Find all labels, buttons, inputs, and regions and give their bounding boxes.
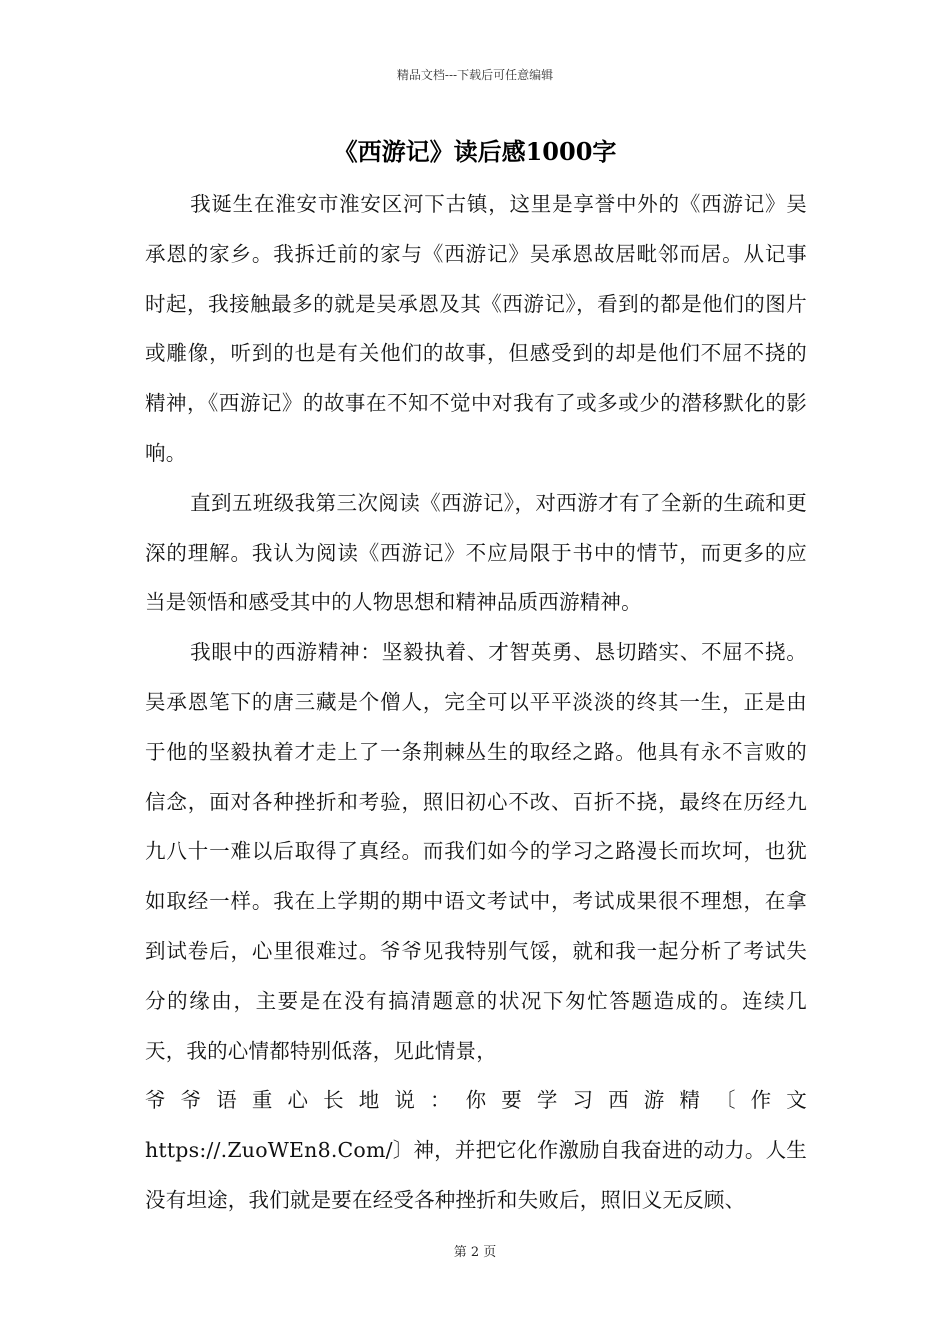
page-number: 第 2 页	[453, 1245, 497, 1260]
document-body	[145, 180, 807, 1226]
paragraph-3-continued: https://.ZuoWEn8.Com/〕神，并把它化作激励自我奋进的动力。人生没有坦途，我们就是要在经受各种挫折和失败后，照旧义无反顾、	[145, 1138, 807, 1212]
spread-line: 爷爷语重心长地说：你要学习西游精〔作文	[145, 1088, 807, 1113]
paragraph-3: 我眼中的西游精神：坚毅执着、才智英勇、恳切踏实、不屈不挠。吴承恩笔下的唐三藏是个僧人，完全可以平平淡淡的终其一生，正是由于他的坚毅执着才走上了一条荆棘丛生的取经之路。他具有永不言败的信念，面对各种挫折和考验，照旧初心不改、百折不挠，最终在历经九九八十一难以后取得了真经。而我们如今的学习之路漫长而坎坷，也犹如取经一样。我在上学期的期中语文考试中，考试成果很不理想，在拿到试卷后，心里很难过。爷爷见我特别气馁，就和我一起分析了考试失分的缘由，主要是在没有搞清题意的状况下匆忙答题造成的。连续几天，我的心情都特别低落，见此情景，	[145, 640, 807, 1063]
paragraph-1: 我诞生在淮安市淮安区河下古镇，这里是享誉中外的《西游记》吴承恩的家乡。我拆迁前的家与《西游记》吴承恩故居毗邻而居。从记事时起，我接触最多的就是吴承恩及其《西游记》，看到的都是他们的图片或雕像，听到的也是有关他们的故事，但感受到的却是他们不屈不挠的精神，《西游记》的故事在不知不觉中对我有了或多或少的潜移默化的影响。	[145, 192, 807, 465]
document-title: 《西游记》读后感1000字	[333, 137, 617, 166]
paragraph-2: 直到五班级我第三次阅读《西游记》，对西游才有了全新的生疏和更深的理解。我认为阅读《西游记》不应局限于书中的情节，而更多的应当是领悟和感受其中的人物思想和精神品质西游精神。	[145, 490, 807, 615]
page-header: 精品文档---下载后可任意编辑	[396, 68, 554, 82]
